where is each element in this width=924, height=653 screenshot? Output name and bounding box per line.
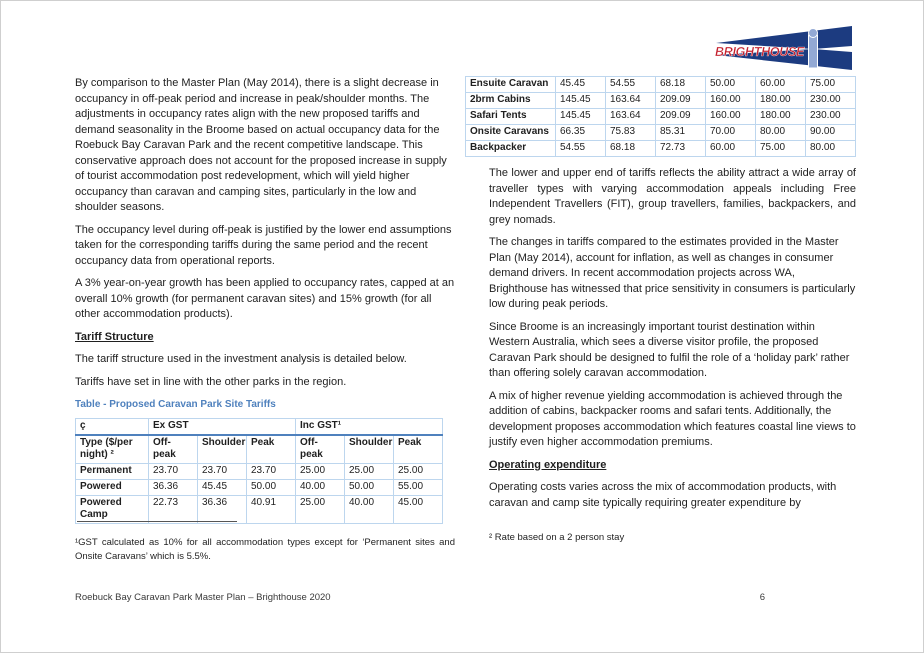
table-group-header-inc-gst: Inc GST¹	[296, 418, 443, 435]
table-cell: 22.73	[149, 495, 198, 523]
table-cell: 54.55	[606, 77, 656, 93]
row-label: Ensuite Caravan	[466, 77, 556, 93]
row-label: 2brm Cabins	[466, 93, 556, 109]
table-cell: 36.36	[198, 495, 247, 523]
table-cell: 40.00	[296, 479, 345, 495]
table-cell: 68.18	[656, 77, 706, 93]
table-cell: 50.00	[345, 479, 394, 495]
table-cell: 60.00	[756, 77, 806, 93]
paragraph: The changes in tariffs compared to the estimates provided in the Master Plan (May 2014), account for inflation, as well as changes in consumer demand drivers. In recent accommodation projects across WA, Brighthouse has witnessed that price sensitivity in consumers is particularly low during peak periods.	[489, 236, 856, 310]
table-cell: 75.00	[756, 141, 806, 157]
row-label: Powered Camp	[76, 495, 149, 523]
right-column	[465, 76, 856, 518]
table-cell: 145.45	[556, 109, 606, 125]
row-label: Permanent	[76, 463, 149, 479]
page-number: 6	[759, 592, 765, 603]
table-corner-cell: ç	[76, 418, 149, 435]
paragraph: A 3% year-on-year growth has been applied to occupancy rates, capped at an overall 10% growth (for permanent caravan sites) and 15% growth (for all other accommodation products).	[75, 277, 455, 320]
table-cell: 80.00	[756, 125, 806, 141]
table-cell: 45.45	[198, 479, 247, 495]
table-cell: 23.70	[198, 463, 247, 479]
table-caption: Table - Proposed Caravan Park Site Tariffs	[75, 399, 276, 410]
table-row	[466, 125, 856, 141]
paragraph: Since Broome is an increasingly important tourist destination within Western Australia, which sees a diverse visitor profile, the proposed Caravan Park should be designed to fulfil the role of a ‘holiday park’ rather than offering solely caravan accommodation.	[489, 320, 850, 379]
lighthouse-logo-graphic	[710, 26, 852, 70]
table-cell: 90.00	[806, 125, 856, 141]
row-label: Onsite Caravans	[466, 125, 556, 141]
paragraph: By comparison to the Master Plan (May 2014), there is a slight decrease in occupancy in off-peak period and increase in peak/shoulder months. The adjustments in occupancy rates align with the new proposed tariffs and demand seasonality in the Broome based on actual occupancy data for the Roebuck Bay Caravan Park and the recent competitive landscape. This conservative approach does not account for the proposed increase in supply of tourist accommodation post redevelopment, which will yield higher occupancy than caravan and camping sites, particularly in the low and shoulder seasons.	[75, 77, 447, 213]
table-row	[76, 463, 443, 479]
table-cell: 25.00	[296, 495, 345, 523]
table-header-cell: Shoulder	[198, 435, 247, 464]
table-cell: 180.00	[756, 93, 806, 109]
lighthouse-tower-icon	[809, 35, 818, 68]
table-cell: 160.00	[706, 93, 756, 109]
table-cell: 230.00	[806, 93, 856, 109]
table-row	[466, 109, 856, 125]
table-cell: 55.00	[394, 479, 443, 495]
table-header-row	[76, 435, 443, 464]
table-cell: 50.00	[247, 479, 296, 495]
table-header-cell: Peak	[394, 435, 443, 464]
table-header-type: Type ($/per night) ²	[76, 435, 149, 464]
table-cell: 25.00	[394, 463, 443, 479]
table-cell: 72.73	[656, 141, 706, 157]
brighthouse-logo	[710, 26, 852, 70]
table-cell: 50.00	[706, 77, 756, 93]
paragraph: Operating costs varies across the mix of accommodation products, with caravan and camp site typically requiring greater expenditure by	[489, 481, 837, 509]
table-cell: 180.00	[756, 109, 806, 125]
table-cell: 160.00	[706, 109, 756, 125]
table-group-header-ex-gst: Ex GST	[149, 418, 296, 435]
page-footer	[75, 592, 765, 603]
paragraph: The occupancy level during off-peak is justified by the lower end assumptions taken for the corresponding tariffs during the same period and the recent occupancy data from operational reports.	[75, 223, 452, 267]
footnote-separator	[77, 521, 237, 522]
table-header-cell: Off-peak	[149, 435, 198, 464]
table-cell: 75.00	[806, 77, 856, 93]
row-label: Safari Tents	[466, 109, 556, 125]
right-column-text	[465, 166, 856, 511]
tariff-table	[75, 418, 443, 524]
paragraph: The tariff structure used in the investment analysis is detailed below.	[75, 353, 407, 365]
table-cell: 163.64	[606, 109, 656, 125]
table-header-cell: Off-peak	[296, 435, 345, 464]
table-cell: 40.00	[345, 495, 394, 523]
tariff-table-continued	[465, 76, 856, 157]
table-cell: 25.00	[296, 463, 345, 479]
table-cell: 75.83	[606, 125, 656, 141]
table-cell: 230.00	[806, 109, 856, 125]
table-header-cell: Shoulder	[345, 435, 394, 464]
paragraph: The lower and upper end of tariffs reflects the ability attract a wide array of traveller types with varying accommodation appeals including Free Independent Travellers (FIT), group travellers, families, backpackers, and grey nomads.	[489, 167, 856, 226]
table-cell: 80.00	[806, 141, 856, 157]
lighthouse-dome-icon	[809, 29, 818, 38]
table-cell: 36.36	[149, 479, 198, 495]
table-row	[466, 77, 856, 93]
table-cell: 45.00	[394, 495, 443, 523]
logo-brand-text: BRIGHTHOUSE	[715, 45, 805, 59]
table-cell: 45.45	[556, 77, 606, 93]
table-cell: 209.09	[656, 109, 706, 125]
table-row	[76, 495, 443, 523]
table-cell: 40.91	[247, 495, 296, 523]
table-header-cell: Peak	[247, 435, 296, 464]
table-cell: 145.45	[556, 93, 606, 109]
table-cell: 68.18	[606, 141, 656, 157]
table-cell: 54.55	[556, 141, 606, 157]
row-label: Backpacker	[466, 141, 556, 157]
table-cell: 23.70	[247, 463, 296, 479]
section-heading-operating-expenditure: Operating expenditure	[489, 458, 607, 471]
table-cell: 209.09	[656, 93, 706, 109]
footer-title: Roebuck Bay Caravan Park Master Plan – Brighthouse 2020	[75, 592, 331, 603]
table-cell: 60.00	[706, 141, 756, 157]
row-label: Powered	[76, 479, 149, 495]
table-cell: 85.31	[656, 125, 706, 141]
paragraph: A mix of higher revenue yielding accommodation is achieved through the addition of cabins, backpacker rooms and safari tents. Additionally, the development proposes accommodation which features coastal line views to justify even higher accommodation premiums.	[489, 389, 856, 448]
table-cell: 23.70	[149, 463, 198, 479]
table-cell: 70.00	[706, 125, 756, 141]
footnote-gst: ¹GST calculated as 10% for all accommodation types except for ‘Permanent sites and Onsite Caravans’ which is 5.5%.	[75, 537, 455, 562]
paragraph: Tariffs have set in line with the other parks in the region.	[75, 375, 347, 388]
footnote-rate: ² Rate based on a 2 person stay	[489, 532, 625, 543]
table-cell: 25.00	[345, 463, 394, 479]
table-row	[76, 479, 443, 495]
table-group-header-row	[76, 418, 443, 435]
section-heading-tariff-structure: Tariff Structure	[75, 330, 154, 343]
table-row	[466, 141, 856, 157]
table-cell: 163.64	[606, 93, 656, 109]
table-row	[466, 93, 856, 109]
table-cell: 66.35	[556, 125, 606, 141]
left-column	[75, 76, 456, 524]
